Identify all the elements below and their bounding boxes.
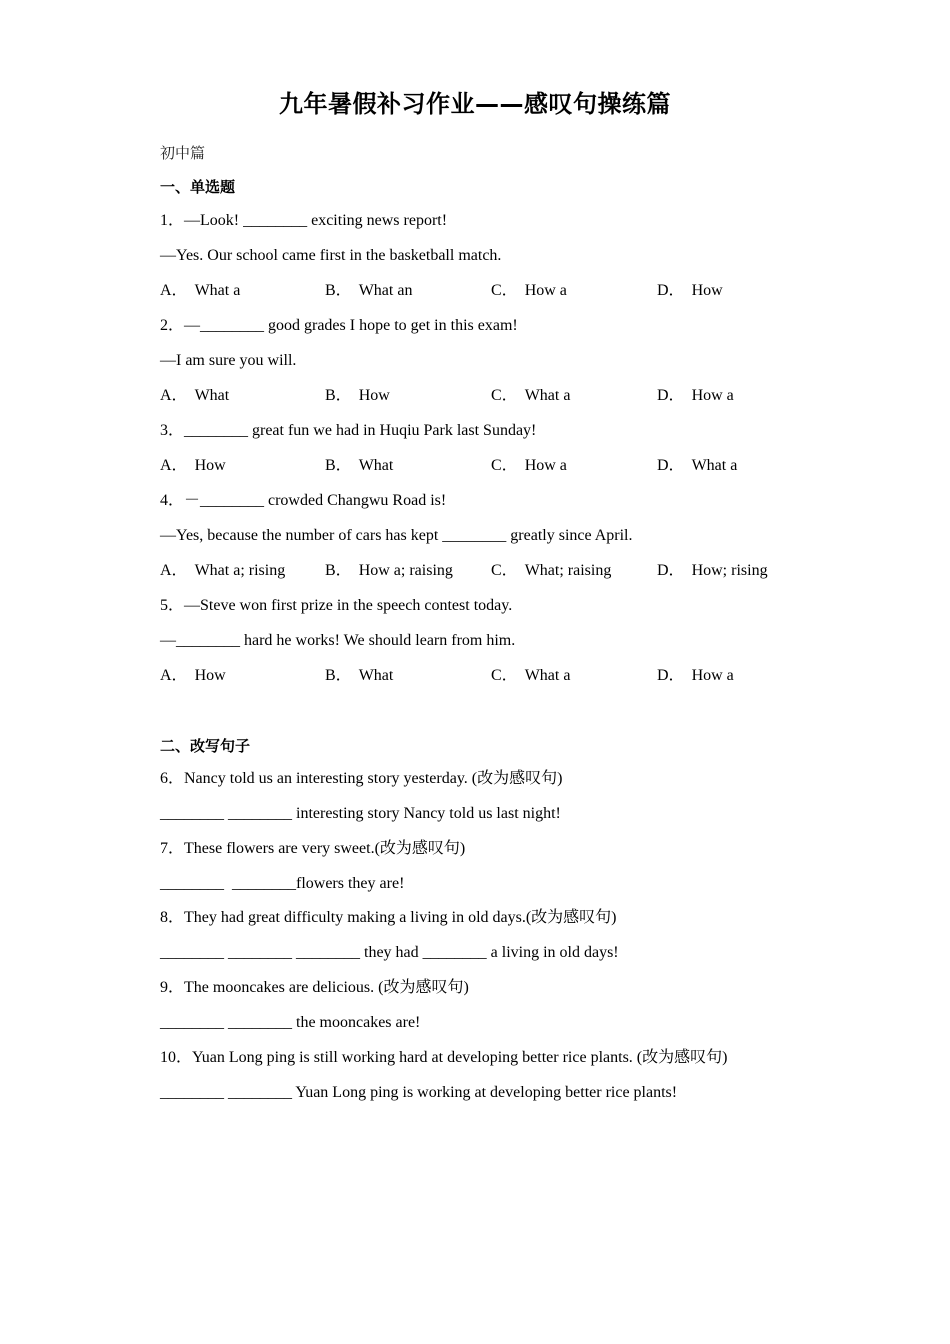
question-5-line-2: —________ hard he works! We should learn from him.: [160, 632, 516, 649]
question-1-options: [160, 281, 800, 301]
option-b[interactable]: B． How a; raising: [325, 562, 453, 579]
rewrite-6-answer: ________ ________ interesting story Nancy told us last night!: [160, 805, 561, 822]
question-1-line-2: —Yes. Our school came first in the basketball match.: [160, 247, 502, 264]
option-b[interactable]: B． What: [325, 457, 394, 474]
question-2-options: [160, 386, 800, 406]
rewrite-10-answer: ________ ________ Yuan Long ping is working at developing better rice plants!: [160, 1084, 678, 1101]
rewrite-9-question: 9．The mooncakes are delicious. (改为感叹句): [160, 979, 469, 996]
option-a[interactable]: A． What a: [160, 282, 241, 299]
rewrite-8-question: 8．They had great difficulty making a living in old days.(改为感叹句): [160, 909, 617, 926]
option-b[interactable]: B． How: [325, 387, 390, 404]
question-3-line-1: 3．________ great fun we had in Huqiu Park last Sunday!: [160, 422, 537, 439]
document-title: 九年暑假补习作业——感叹句操练篇: [279, 90, 671, 118]
question-3-options: [160, 456, 800, 476]
rewrite-7-answer: ________ ________flowers they are!: [160, 875, 405, 892]
rewrite-8-answer: ________ ________ ________ they had ________ a living in old days!: [160, 944, 619, 961]
section1-heading: 一、单选题: [160, 178, 236, 196]
question-2-line-2: —I am sure you will.: [160, 352, 297, 369]
rewrite-9-answer: ________ ________ the mooncakes are!: [160, 1014, 421, 1031]
question-4-options: [160, 561, 800, 581]
document-subtitle: 初中篇: [160, 144, 206, 162]
question-5-line-1: 5．—Steve won first prize in the speech contest today.: [160, 597, 513, 614]
option-d[interactable]: D． What a: [657, 457, 738, 474]
question-4-line-2: —Yes, because the number of cars has kept ________ greatly since April.: [160, 527, 633, 544]
option-b[interactable]: B． What: [325, 667, 394, 684]
option-c[interactable]: C． How a: [491, 282, 567, 299]
option-d[interactable]: D． How; rising: [657, 562, 768, 579]
section2-heading: 二、改写句子: [160, 737, 251, 755]
option-d[interactable]: D． How a: [657, 667, 734, 684]
option-c[interactable]: C． What; raising: [491, 562, 612, 579]
option-c[interactable]: C． How a: [491, 457, 567, 474]
question-1-line-1: 1．—Look! ________ exciting news report!: [160, 212, 448, 229]
question-5-options: [160, 666, 800, 686]
option-a[interactable]: A． What a; rising: [160, 562, 286, 579]
option-d[interactable]: D． How a: [657, 387, 734, 404]
question-2-line-1: 2．—________ good grades I hope to get in this exam!: [160, 317, 518, 334]
option-a[interactable]: A． How: [160, 667, 226, 684]
option-d[interactable]: D． How: [657, 282, 723, 299]
option-c[interactable]: C． What a: [491, 667, 571, 684]
question-4-line-1: 4．－________ crowded Changwu Road is!: [160, 492, 447, 509]
option-b[interactable]: B． What an: [325, 282, 413, 299]
option-c[interactable]: C． What a: [491, 387, 571, 404]
option-a[interactable]: A． What: [160, 387, 230, 404]
option-a[interactable]: A． How: [160, 457, 226, 474]
rewrite-6-question: 6．Nancy told us an interesting story yesterday. (改为感叹句): [160, 770, 563, 787]
rewrite-7-question: 7．These flowers are very sweet.(改为感叹句): [160, 840, 466, 857]
rewrite-10-question: 10．Yuan Long ping is still working hard at developing better rice plants. (改为感叹句): [160, 1049, 728, 1066]
